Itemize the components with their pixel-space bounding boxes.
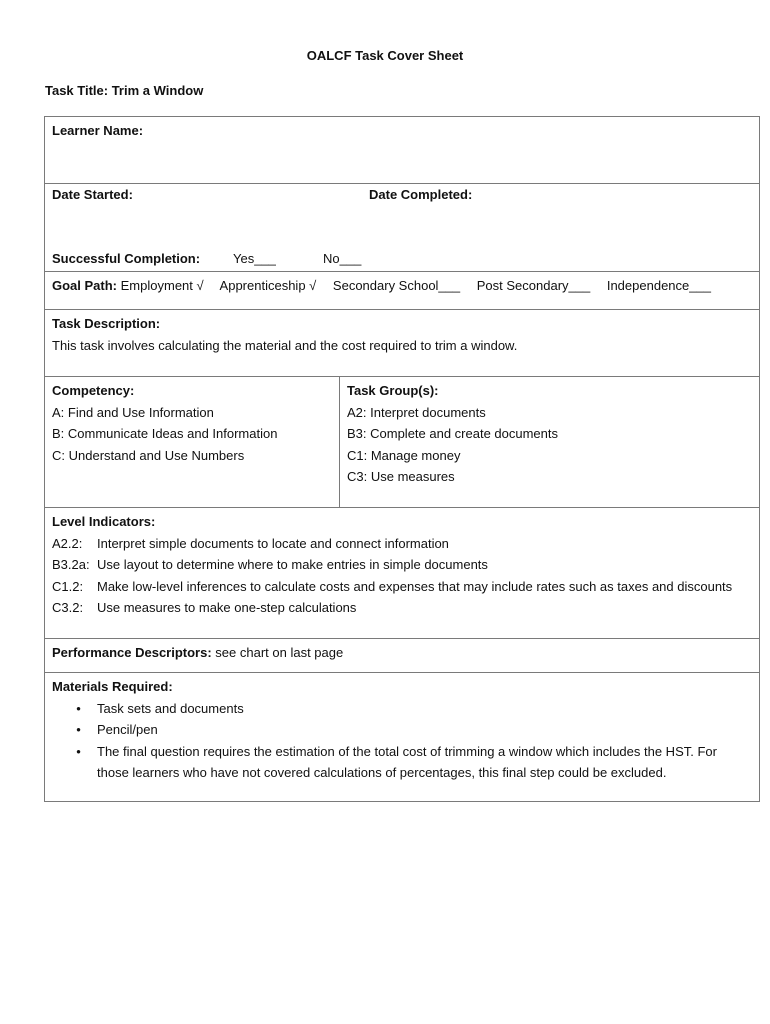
level-indicator-text: Interpret simple documents to locate and connect information — [97, 535, 449, 551]
material-text: Task sets and documents — [97, 700, 244, 716]
material-text: The final question requires the estimation of the total cost of trimming a window which includes the HST. For those learners who have not covered calculations of percentages, this final step could be excluded. — [97, 743, 717, 780]
bullet-icon: • — [76, 700, 81, 716]
level-indicator-code: C3.2: — [52, 600, 84, 615]
goal-post-secondary: Post Secondary___ — [476, 278, 591, 293]
goal-path-label: Goal Path: — [52, 278, 118, 293]
successful-completion-label: Successful Completion: — [52, 251, 201, 266]
competency-item: A: Find and Use Information — [52, 404, 214, 420]
task-groups-cell — [340, 377, 760, 508]
level-indicator-item — [52, 554, 752, 576]
goal-apprenticeship: Apprenticeship √ — [219, 278, 317, 293]
level-indicators-label: Level Indicators: — [52, 514, 156, 529]
competency-item: C: Understand and Use Numbers — [52, 447, 245, 463]
goal-secondary-school: Secondary School___ — [332, 278, 461, 293]
task-group-item: B3: Complete and create documents — [347, 426, 559, 441]
level-indicators-cell — [45, 508, 760, 639]
materials-required-cell — [45, 673, 760, 802]
date-started-label: Date Started: — [52, 187, 133, 202]
performance-descriptors-cell — [45, 639, 760, 673]
goal-employment: Employment √ — [120, 278, 204, 293]
level-indicator-item — [52, 533, 752, 555]
task-description-cell — [45, 310, 760, 377]
task-description-text: This task involves calculating the material and the cost required to trim a window. — [52, 337, 518, 353]
level-indicator-text: Make low-level inferences to calculate costs and expenses that may include rates such as taxes and discounts — [97, 578, 733, 594]
task-group-item: C1: Manage money — [347, 447, 461, 463]
material-item — [52, 741, 752, 784]
level-indicator-code: C1.2: — [52, 578, 84, 594]
cover-sheet-table — [44, 116, 760, 802]
performance-descriptors-text: see chart on last page — [215, 645, 344, 660]
learner-name-label: Learner Name: — [52, 123, 144, 138]
material-item — [52, 698, 752, 720]
competency-cell — [45, 377, 340, 508]
goal-independence: Independence___ — [606, 278, 711, 293]
bullet-icon: • — [76, 743, 81, 759]
task-title: Task Title: Trim a Window — [45, 83, 204, 98]
competency-label: Competency: — [52, 383, 135, 398]
level-indicator-item — [52, 597, 752, 619]
level-indicator-code: B3.2a: — [52, 557, 90, 572]
bullet-icon: • — [76, 722, 81, 737]
task-description-label: Task Description: — [52, 316, 161, 331]
level-indicator-code: A2.2: — [52, 535, 83, 551]
competency-item: B: Communicate Ideas and Information — [52, 426, 278, 441]
task-groups-label: Task Group(s): — [347, 383, 439, 398]
level-indicator-text: Use measures to make one-step calculations — [97, 600, 357, 615]
level-indicator-text: Use layout to determine where to make entries in simple documents — [97, 557, 488, 572]
dates-cell — [45, 184, 760, 272]
task-group-item: C3: Use measures — [347, 469, 455, 484]
material-text: Pencil/pen — [97, 722, 158, 737]
learner-name-cell — [45, 117, 760, 184]
material-item — [52, 719, 752, 741]
goal-path-cell — [45, 272, 760, 310]
performance-descriptors-label: Performance Descriptors: — [52, 645, 212, 660]
date-completed-label: Date Completed: — [369, 187, 473, 202]
materials-required-label: Materials Required: — [52, 679, 173, 694]
completion-no: No___ — [323, 251, 362, 266]
level-indicator-item — [52, 576, 752, 598]
task-group-item: A2: Interpret documents — [347, 404, 486, 420]
page-title: OALCF Task Cover Sheet — [306, 48, 464, 63]
completion-yes: Yes___ — [233, 251, 276, 266]
